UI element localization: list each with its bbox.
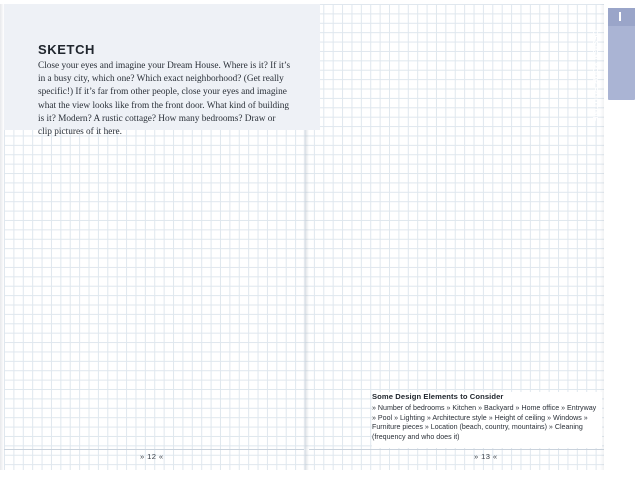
chapter-tab-header — [608, 8, 635, 26]
page-number-right: » 13 « — [474, 452, 498, 461]
sketch-prompt-text: Close your eyes and imagine your Dream House. Where is it? If it’s in a busy city, which one? Which exact neighborhood? (Get really specific!) If it’s far from other people, close your eyes and imagine what the view looks like from the front door. What kind of building is it? Modern? A rustic cottage? How many bedrooms? Draw or clip pictures of it here. — [38, 61, 291, 138]
sketch-header-panel — [4, 4, 320, 138]
design-elements-list: » Number of bedrooms » Kitchen » Backyard » Home office » Entryway » Pool » Lighting » Architecture style » Height of ceiling » Windows » Furniture pieces » Location (beach, country, mountains) » Cleaning (frequency and who does it) — [372, 404, 597, 441]
footer-rule-left — [4, 449, 304, 450]
page-number-left: » 12 « — [140, 452, 164, 461]
design-elements-title: Some Design Elements to Consider — [372, 392, 504, 401]
bookmark-icon — [619, 12, 621, 21]
chapter-tab-label: DESIGN YOUR ROUTINE — [591, 30, 598, 122]
footer-rule-right — [309, 449, 604, 450]
page-title: SKETCH — [38, 42, 96, 57]
design-elements-callout — [372, 392, 602, 448]
